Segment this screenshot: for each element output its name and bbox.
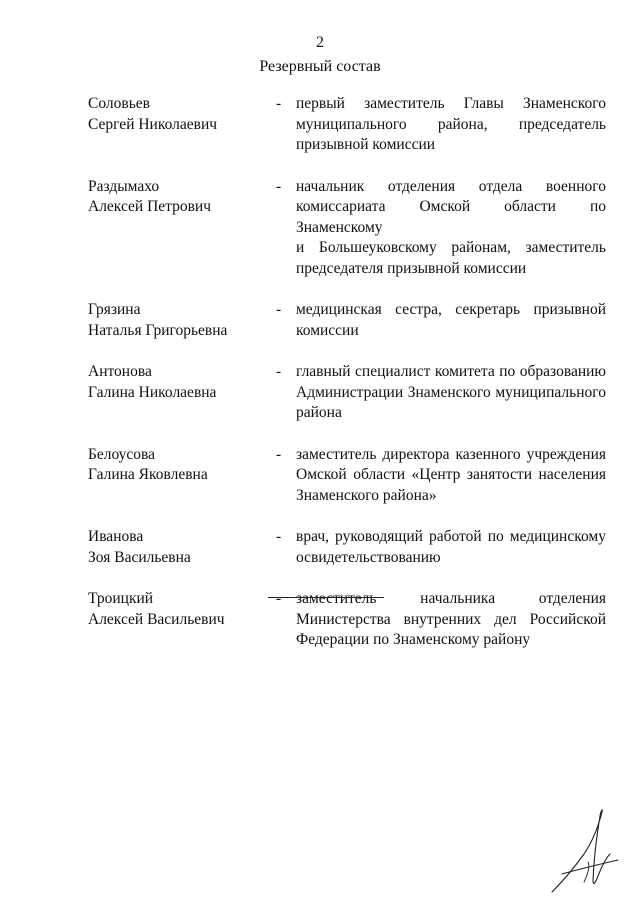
- role-line: комиссариата Омской области по Знаменскому: [296, 198, 606, 236]
- member-name: [88, 527, 278, 568]
- member-given-names: Галина Яковлевна: [88, 466, 208, 483]
- member-given-names: Наталья Григорьевна: [88, 321, 228, 339]
- member-entry: [88, 445, 608, 507]
- member-given-names: Зоя Васильевна: [88, 548, 191, 566]
- role-line: начальник отделения отдела военного: [296, 177, 606, 195]
- section-title: Резервный состав: [259, 58, 381, 75]
- role-line: Федерации по Знаменскому району: [296, 631, 531, 648]
- member-role: [296, 177, 606, 280]
- dash-separator: -: [276, 95, 282, 112]
- page-number: 2: [316, 34, 324, 51]
- role-line: медицинская сестра, секретарь призывной: [296, 301, 606, 318]
- role-line: врач, руководящий работой по медицинскому: [296, 528, 606, 545]
- member-role: [296, 300, 606, 341]
- role-line: председателя призывной комиссии: [296, 259, 527, 277]
- member-name: [88, 177, 278, 280]
- member-given-names: Алексей Васильевич: [88, 610, 225, 628]
- member-surname: Грязина: [88, 301, 141, 318]
- member-list: [88, 94, 608, 651]
- role-line: Омской области «Центр занятости населения: [296, 466, 606, 483]
- role-line: Министерства внутренних дел Российской: [296, 610, 606, 628]
- role-line: комиссии: [296, 321, 359, 339]
- member-given-names: Алексей Петрович: [88, 198, 212, 215]
- member-surname: Иванова: [88, 528, 144, 545]
- role-line: Администрации Знаменского муниципального: [296, 383, 606, 401]
- member-name: [88, 94, 278, 156]
- member-entry: [88, 362, 608, 424]
- member-surname: Антонова: [88, 363, 152, 380]
- dash-separator: -: [276, 590, 282, 607]
- member-surname: Соловьев: [88, 95, 150, 112]
- role-line: муниципального района, председатель: [296, 115, 606, 133]
- dash-separator: -: [276, 177, 282, 195]
- member-surname: Троицкий: [88, 590, 154, 607]
- member-role: [296, 94, 606, 156]
- member-entry: [88, 177, 608, 280]
- dash-separator: -: [276, 445, 282, 463]
- member-role: [296, 445, 606, 507]
- member-given-names: Галина Николаевна: [88, 383, 217, 401]
- member-given-names: Сергей Николаевич: [88, 115, 218, 133]
- role-line: Знаменского района»: [296, 486, 437, 504]
- role-line: освидетельствованию: [296, 548, 441, 566]
- member-entry: [88, 589, 608, 651]
- member-name: [88, 362, 278, 424]
- member-entry: [88, 300, 608, 341]
- role-line: призывной комиссии: [296, 136, 436, 153]
- member-name: [88, 300, 278, 341]
- member-entry: [88, 94, 608, 156]
- member-role: [296, 527, 606, 568]
- dash-separator: -: [276, 363, 282, 380]
- member-name: [88, 589, 278, 651]
- member-surname: Белоусова: [88, 445, 156, 463]
- role-line: и Большеуковскому районам, заместитель: [296, 239, 606, 256]
- handwritten-signature: [548, 800, 624, 900]
- member-surname: Раздымахо: [88, 177, 160, 195]
- member-role: [296, 589, 606, 651]
- member-entry: [88, 527, 608, 568]
- role-line: первый заместитель Главы Знаменского: [296, 95, 606, 112]
- closing-divider: [268, 597, 384, 598]
- dash-separator: -: [276, 528, 282, 545]
- role-line: района: [296, 404, 342, 421]
- member-role: [296, 362, 606, 424]
- role-line: заместитель начальника отделения: [296, 590, 606, 607]
- role-line: заместитель директора казенного учреждения: [296, 445, 606, 463]
- dash-separator: -: [276, 301, 282, 318]
- member-name: [88, 445, 278, 507]
- role-line: главный специалист комитета по образованию: [296, 363, 606, 380]
